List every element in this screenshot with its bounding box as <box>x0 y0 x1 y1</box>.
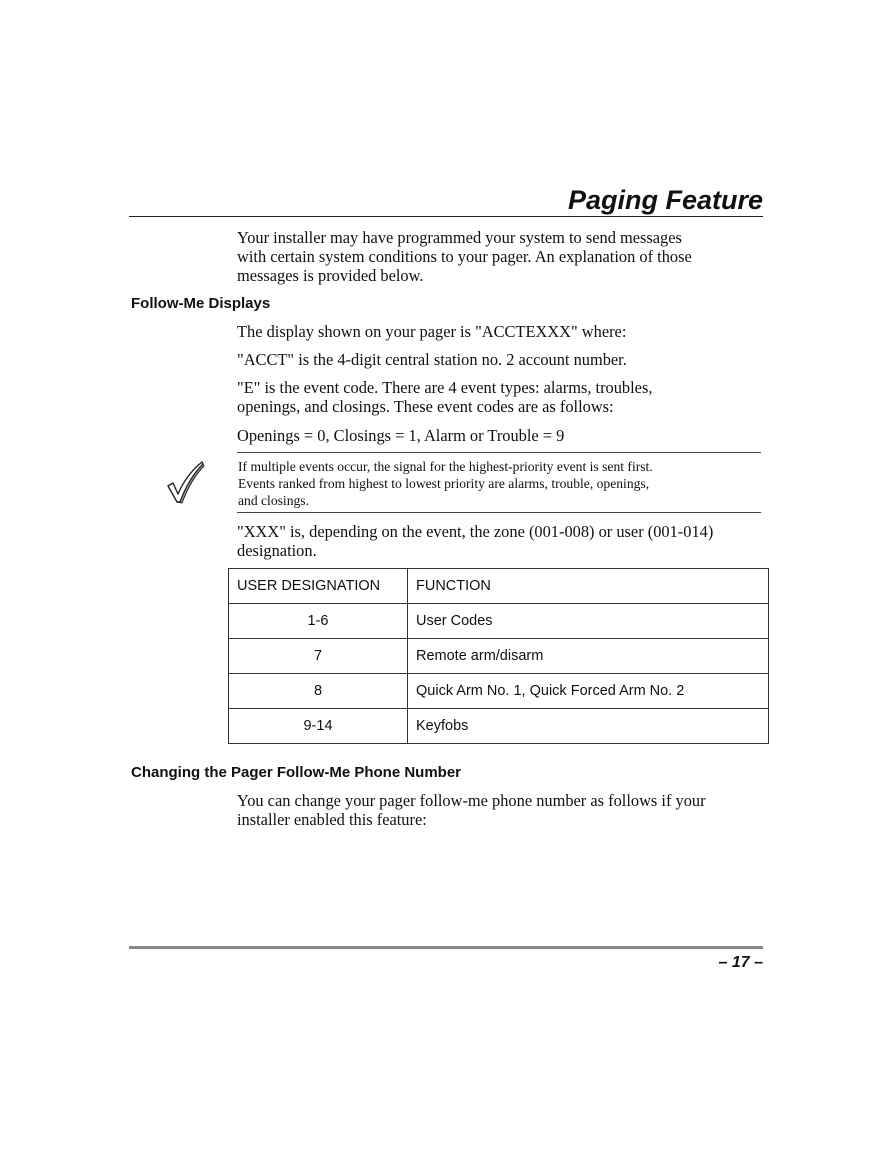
page-title: Paging Feature <box>567 185 763 215</box>
function-cell: Quick Arm No. 1, Quick Forced Arm No. 2 <box>408 674 769 709</box>
table-header-row <box>229 569 769 604</box>
designation-cell: 7 <box>229 639 408 674</box>
note-line: and closings. <box>238 493 309 508</box>
header-rule <box>129 216 763 217</box>
event-paragraph <box>237 378 765 416</box>
note-line: Events ranked from highest to lowest priority are alarms, trouble, openings, <box>238 476 650 491</box>
checkmark-icon <box>162 460 206 504</box>
table-row <box>229 674 769 709</box>
designation-cell: 1-6 <box>229 604 408 639</box>
table-row <box>229 709 769 744</box>
column-header-function: FUNCTION <box>408 569 769 604</box>
page-number: – 17 – <box>718 954 763 971</box>
note-line: If multiple events occur, the signal for the highest-priority event is sent first. <box>238 459 653 474</box>
table-row <box>229 639 769 674</box>
intro-line: Your installer may have programmed your system to send messages <box>237 228 682 247</box>
column-header-user-designation: USER DESIGNATION <box>229 569 408 604</box>
function-cell: User Codes <box>408 604 769 639</box>
user-designation-table <box>228 568 769 744</box>
event-line: "E" is the event code. There are 4 event types: alarms, troubles, <box>237 378 653 397</box>
function-cell: Keyfobs <box>408 709 769 744</box>
intro-line: with certain system conditions to your pager. An explanation of those <box>237 247 692 266</box>
section-heading-changing-number: Changing the Pager Follow-Me Phone Number <box>131 764 462 781</box>
intro-line: messages is provided below. <box>237 266 424 285</box>
priority-note <box>237 452 761 513</box>
function-cell: Remote arm/disarm <box>408 639 769 674</box>
designation-cell: 8 <box>229 674 408 709</box>
change-number-paragraph <box>237 791 765 829</box>
table-row <box>229 604 769 639</box>
change-number-line: You can change your pager follow-me phone number as follows if your <box>237 791 706 810</box>
event-line: openings, and closings. These event codes are as follows: <box>237 397 614 416</box>
xxx-line: designation. <box>237 541 317 560</box>
designation-cell: 9-14 <box>229 709 408 744</box>
footer-rule <box>129 946 763 949</box>
change-number-line: installer enabled this feature: <box>237 810 427 829</box>
note-text <box>238 458 762 509</box>
event-codes-paragraph: Openings = 0, Closings = 1, Alarm or Trouble = 9 <box>237 426 565 445</box>
display-paragraph: The display shown on your pager is "ACCTEXXX" where: <box>237 322 627 341</box>
section-heading-follow-me: Follow-Me Displays <box>131 295 271 312</box>
acct-paragraph: "ACCT" is the 4-digit central station no. 2 account number. <box>237 350 627 369</box>
intro-paragraph <box>237 228 765 285</box>
xxx-paragraph <box>237 522 765 560</box>
xxx-line: "XXX" is, depending on the event, the zone (001-008) or user (001-014) <box>237 522 714 541</box>
